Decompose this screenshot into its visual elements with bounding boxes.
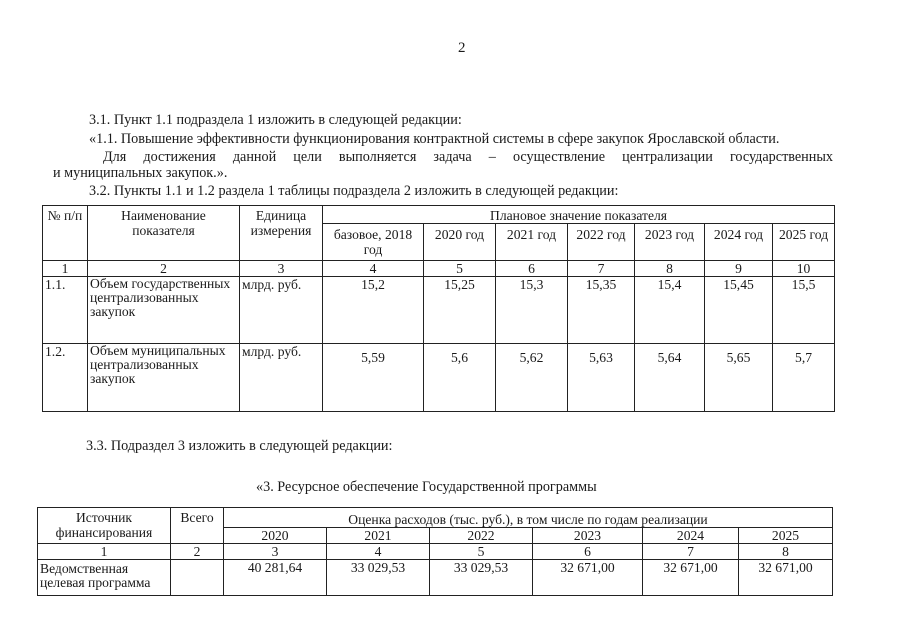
header-unit: Единица измерения <box>240 206 323 261</box>
paragraph-3-2: 3.2. Пункты 1.1 и 1.2 раздела 1 таблицы подраздела 2 изложить в следующей редакции: <box>89 183 619 199</box>
col-number: 8 <box>635 261 705 277</box>
col-number: 10 <box>773 261 835 277</box>
value-2020: 15,25 <box>424 277 496 344</box>
unit: млрд. руб. <box>240 277 323 344</box>
section-3-title: «3. Ресурсное обеспечение Государственной программы <box>256 479 597 495</box>
indicators-table <box>42 205 835 412</box>
value-2021: 5,62 <box>496 344 568 412</box>
header-year-2023: 2023 год <box>635 224 705 261</box>
header-total: Всего <box>171 508 224 544</box>
indicator-name: Объем муниципальных централизованных закупок <box>88 344 240 412</box>
value-2024: 5,65 <box>705 344 773 412</box>
value-2022: 33 029,53 <box>430 560 533 596</box>
header-year-2025: 2025 год <box>773 224 835 261</box>
row-number: 1.1. <box>43 277 88 344</box>
header-number: № п/п <box>43 206 88 261</box>
header-year-2020: 2020 <box>224 528 327 544</box>
funding-source: Ведомственная целевая программа <box>38 560 171 596</box>
header-year-2025: 2025 <box>739 528 833 544</box>
value-2025: 15,5 <box>773 277 835 344</box>
unit: млрд. руб. <box>240 344 323 412</box>
col-number: 4 <box>327 544 430 560</box>
quote-line-3: и муниципальных закупок.». <box>53 165 228 181</box>
quote-line-2: Для достижения данной цели выполняется задача – осуществление централизации государственных <box>103 149 833 165</box>
header-year-2024: 2024 год <box>705 224 773 261</box>
col-number: 6 <box>496 261 568 277</box>
col-number: 7 <box>568 261 635 277</box>
col-number: 4 <box>323 261 424 277</box>
col-number: 6 <box>533 544 643 560</box>
value-2025: 5,7 <box>773 344 835 412</box>
col-number: 8 <box>739 544 833 560</box>
value-2024: 15,45 <box>705 277 773 344</box>
col-number: 3 <box>224 544 327 560</box>
value-base: 15,2 <box>323 277 424 344</box>
value-2023: 32 671,00 <box>533 560 643 596</box>
value-base: 5,59 <box>323 344 424 412</box>
row-number: 1.2. <box>43 344 88 412</box>
value-2023: 5,64 <box>635 344 705 412</box>
header-year-2022: 2022 <box>430 528 533 544</box>
col-number: 9 <box>705 261 773 277</box>
col-number: 7 <box>643 544 739 560</box>
paragraph-3-3: 3.3. Подраздел 3 изложить в следующей редакции: <box>86 438 393 454</box>
table-row <box>38 560 833 596</box>
header-source: Источник финансирования <box>38 508 171 544</box>
table-row <box>43 277 835 344</box>
value-2022: 5,63 <box>568 344 635 412</box>
value-2023: 15,4 <box>635 277 705 344</box>
value-2021: 33 029,53 <box>327 560 430 596</box>
header-base-year: базовое, 2018 год <box>323 224 424 261</box>
header-indicator-name: Наименование показателя <box>88 206 240 261</box>
header-year-2022: 2022 год <box>568 224 635 261</box>
header-estimate: Оценка расходов (тыс. руб.), в том числе по годам реализации <box>224 508 833 528</box>
header-plan-value: Плановое значение показателя <box>323 206 835 224</box>
col-number: 2 <box>88 261 240 277</box>
value-2020: 5,6 <box>424 344 496 412</box>
col-number: 1 <box>38 544 171 560</box>
value-2021: 15,3 <box>496 277 568 344</box>
col-number: 2 <box>171 544 224 560</box>
header-year-2021: 2021 год <box>496 224 568 261</box>
value-2020: 40 281,64 <box>224 560 327 596</box>
col-number: 5 <box>424 261 496 277</box>
header-year-2020: 2020 год <box>424 224 496 261</box>
resources-table <box>37 507 833 596</box>
header-year-2023: 2023 <box>533 528 643 544</box>
quote-line-1: «1.1. Повышение эффективности функционирования контрактной системы в сфере закупок Ярославской области. <box>89 131 780 147</box>
value-2025: 32 671,00 <box>739 560 833 596</box>
col-number: 1 <box>43 261 88 277</box>
table-row <box>43 344 835 412</box>
header-year-2024: 2024 <box>643 528 739 544</box>
indicator-name: Объем государственных централизованных закупок <box>88 277 240 344</box>
value-2024: 32 671,00 <box>643 560 739 596</box>
col-number: 5 <box>430 544 533 560</box>
page-number: 2 <box>458 40 466 56</box>
col-number: 3 <box>240 261 323 277</box>
value-2022: 15,35 <box>568 277 635 344</box>
total-value <box>171 560 224 596</box>
paragraph-3-1: 3.1. Пункт 1.1 подраздела 1 изложить в следующей редакции: <box>89 112 462 128</box>
header-year-2021: 2021 <box>327 528 430 544</box>
